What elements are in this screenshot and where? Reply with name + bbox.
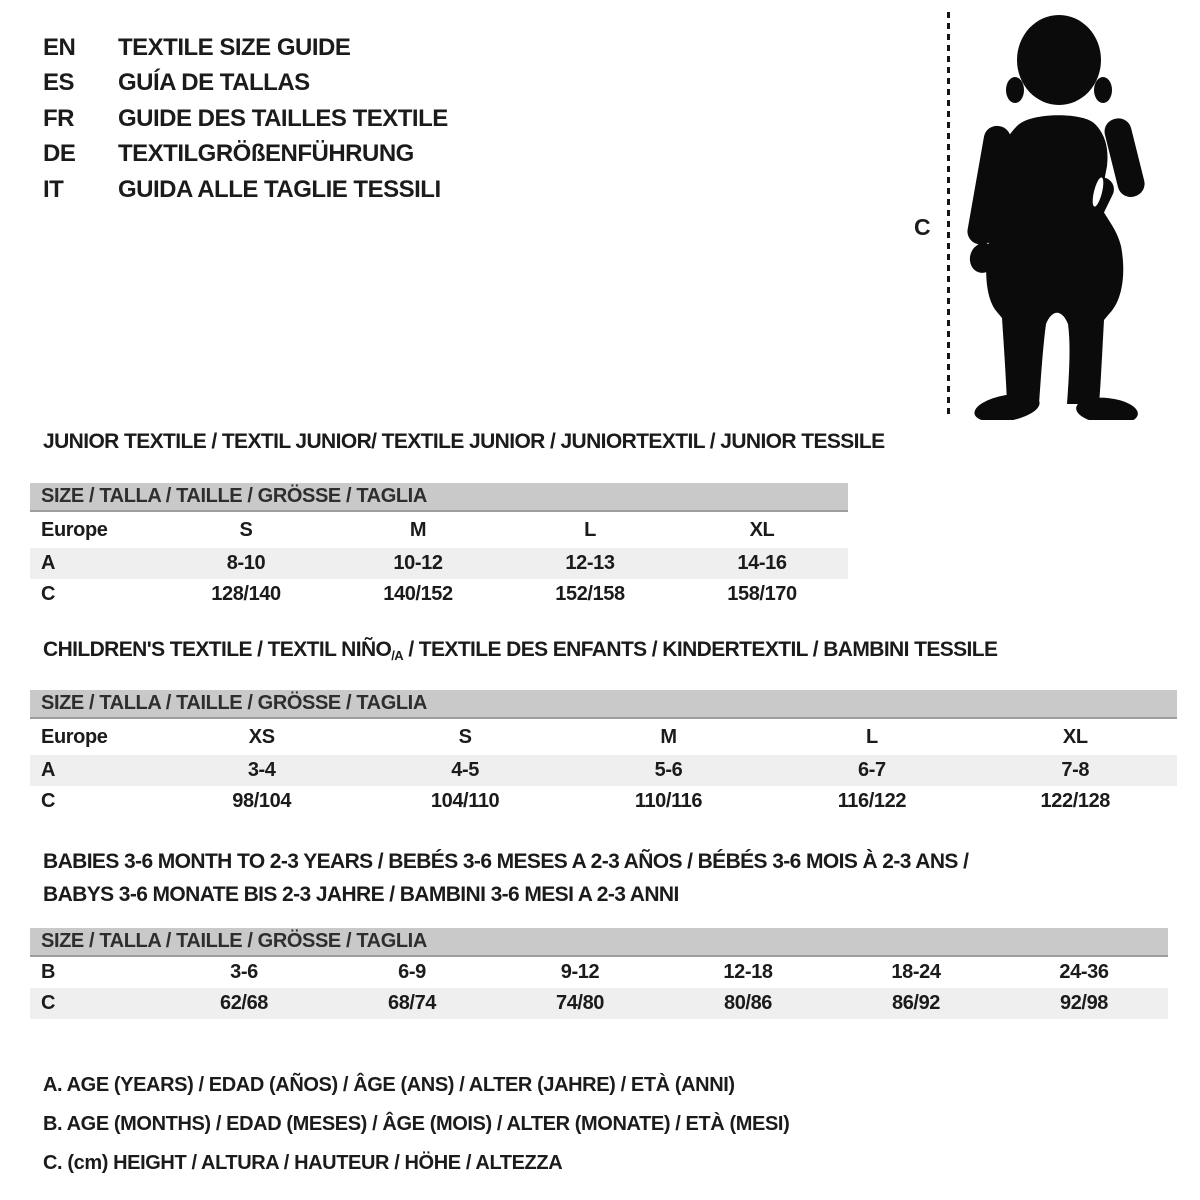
height-dashed-line (947, 12, 950, 416)
table-cell: 8-10 (226, 552, 266, 574)
table-cell: 86/92 (891, 992, 941, 1014)
language-code: ES (43, 69, 75, 97)
row-label: C (41, 583, 56, 605)
row-label: A (41, 552, 56, 574)
junior-table-body (30, 512, 848, 610)
table-cell: 24-36 (1059, 961, 1109, 983)
language-title: TEXTILGRÖßENFÜHRUNG (118, 140, 414, 168)
children-title-subscript: /A (391, 648, 404, 663)
table-cell: 140/152 (383, 583, 453, 605)
table-cell: XS (248, 725, 275, 748)
language-code: DE (43, 140, 76, 168)
table-row (30, 512, 848, 548)
junior-size-table (30, 483, 848, 610)
table-cell: 4-5 (451, 759, 479, 781)
table-cell: L (584, 518, 596, 541)
table-cell: 68/74 (387, 992, 437, 1014)
row-label: C (41, 790, 56, 812)
legend-line-a: A. AGE (YEARS) / EDAD (AÑOS) / ÂGE (ANS) / ALTER (JAHRE) / ETÀ (ANNI) (43, 1074, 735, 1096)
language-row-es (43, 66, 448, 102)
table-cell: 110/116 (634, 790, 703, 812)
table-row (30, 786, 1177, 817)
table-cell: 12-13 (565, 552, 615, 574)
language-title: TEXTILE SIZE GUIDE (118, 33, 351, 61)
table-cell: 158/170 (727, 583, 797, 605)
language-title: GUIDA ALLE TAGLIE TESSILI (118, 175, 441, 203)
table-cell: 6-7 (858, 759, 886, 781)
height-measure-label: C (914, 214, 931, 240)
table-cell: 3-4 (247, 759, 276, 781)
toddler-silhouette-icon (955, 8, 1155, 420)
size-table-header: SIZE / TALLA / TAILLE / GRÖSSE / TAGLIA (30, 928, 1168, 957)
table-cell: L (865, 725, 878, 748)
legend (43, 1066, 789, 1183)
row-label: Europe (41, 518, 108, 541)
table-cell: 3-6 (230, 961, 258, 983)
table-cell: XL (749, 518, 775, 541)
legend-line-c: C. (cm) HEIGHT / ALTURA / HAUTEUR / HÖHE / ALTEZZA (43, 1152, 563, 1174)
table-cell: 12-18 (723, 961, 773, 983)
table-cell: 92/98 (1059, 992, 1109, 1014)
table-row (30, 719, 1177, 755)
table-cell: 18-24 (891, 961, 941, 983)
table-row (30, 548, 848, 579)
table-cell: 5-6 (654, 759, 683, 781)
table-cell: 152/158 (555, 583, 625, 605)
table-cell: XL (1062, 725, 1088, 748)
language-code: EN (43, 33, 76, 61)
table-row (30, 988, 1168, 1019)
table-row (30, 579, 848, 610)
language-row-en (43, 30, 448, 66)
table-cell: 9-12 (560, 961, 600, 983)
table-cell: M (660, 725, 677, 748)
babies-table-body (30, 957, 1168, 1019)
language-list (43, 30, 448, 208)
table-cell: 122/128 (1040, 790, 1111, 812)
table-cell: 14-16 (737, 552, 787, 574)
babies-section-title (43, 845, 968, 911)
table-cell: S (239, 518, 253, 541)
table-row (30, 755, 1177, 786)
row-label: Europe (41, 725, 108, 748)
table-cell: 10-12 (393, 552, 443, 574)
table-cell: 74/80 (555, 992, 605, 1014)
row-label: B (41, 961, 56, 983)
table-cell: S (458, 725, 472, 748)
table-cell: 128/140 (211, 583, 281, 605)
table-cell: 80/86 (723, 992, 773, 1014)
language-row-fr (43, 101, 448, 137)
legend-line-b: B. AGE (MONTHS) / EDAD (MESES) / ÂGE (MOIS) / ALTER (MONATE) / ETÀ (MESI) (43, 1113, 790, 1135)
language-title: GUÍA DE TALLAS (118, 69, 310, 97)
children-section-title (43, 638, 997, 663)
language-row-de (43, 137, 448, 173)
children-title-prefix: CHILDREN'S TEXTILE / TEXTIL NIÑO (43, 638, 392, 661)
language-code: FR (43, 104, 74, 132)
table-cell: 62/68 (219, 992, 269, 1014)
table-row (30, 957, 1168, 988)
language-code: IT (43, 175, 64, 203)
babies-size-table (30, 928, 1168, 1019)
row-label: C (41, 992, 56, 1014)
children-table-body (30, 719, 1177, 817)
babies-title-line2: BABYS 3-6 MONATE BIS 2-3 JAHRE / BAMBINI 3-6 MESI A 2-3 ANNI (43, 883, 679, 906)
children-title-suffix: / TEXTILE DES ENFANTS / KINDERTEXTIL / BAMBINI TESSILE (403, 638, 998, 661)
babies-title-line1: BABIES 3-6 MONTH TO 2-3 YEARS / BEBÉS 3-6 MESES A 2-3 AÑOS / BÉBÉS 3-6 MOIS À 2-3 ANS / (43, 850, 969, 873)
language-title: GUIDE DES TAILLES TEXTILE (118, 104, 448, 132)
language-row-it (43, 172, 448, 208)
table-cell: 6-9 (398, 961, 426, 983)
table-cell: M (409, 518, 427, 541)
size-table-header: SIZE / TALLA / TAILLE / GRÖSSE / TAGLIA (30, 483, 848, 512)
size-table-header: SIZE / TALLA / TAILLE / GRÖSSE / TAGLIA (30, 690, 1177, 719)
table-cell: 104/110 (430, 790, 500, 812)
table-cell: 116/122 (837, 790, 907, 812)
junior-section-title: JUNIOR TEXTILE / TEXTIL JUNIOR/ TEXTILE JUNIOR / JUNIORTEXTIL / JUNIOR TESSILE (43, 430, 885, 453)
table-cell: 7-8 (1061, 759, 1090, 781)
children-size-table (30, 690, 1177, 817)
row-label: A (41, 759, 56, 781)
table-cell: 98/104 (232, 790, 292, 812)
